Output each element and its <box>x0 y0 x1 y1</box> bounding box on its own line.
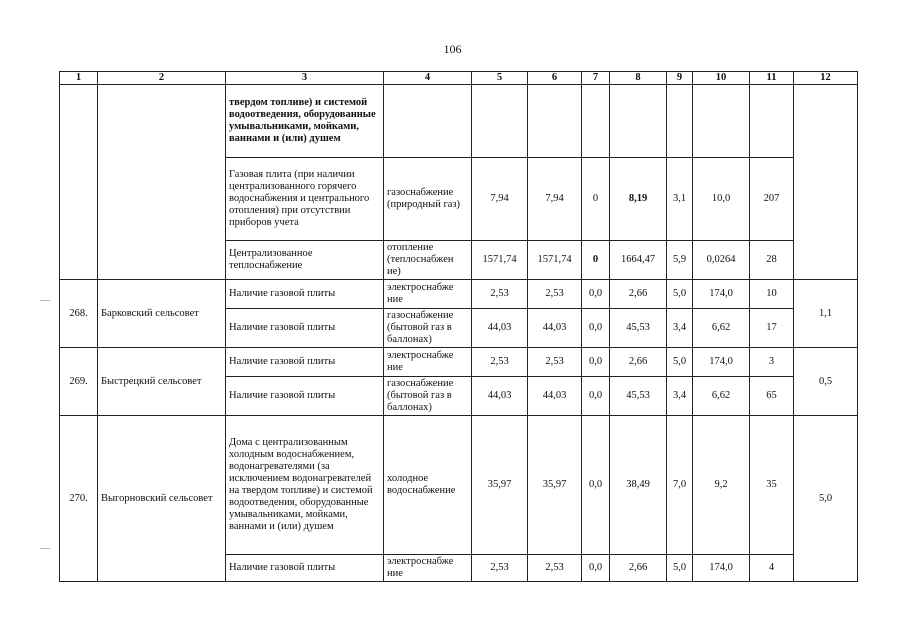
cell-c7: 0,0 <box>582 280 610 309</box>
col-header-4: 4 <box>384 72 472 85</box>
table-row <box>60 85 858 158</box>
cell-c7 <box>582 85 610 158</box>
col-header-10: 10 <box>693 72 750 85</box>
cell-c9 <box>667 85 693 158</box>
cell-c8: 8,19 <box>610 158 667 241</box>
cell-c6: 2,53 <box>528 280 582 309</box>
cell-service <box>384 85 472 158</box>
cell-description: Наличие газовой плиты <box>226 377 384 416</box>
cell-c10: 174,0 <box>693 280 750 309</box>
cell-c5: 2,53 <box>472 555 528 582</box>
cell-c8 <box>610 85 667 158</box>
cell-service: газоснабжение (природный газ) <box>384 158 472 241</box>
cell-service: электроснабже ние <box>384 348 472 377</box>
col-header-5: 5 <box>472 72 528 85</box>
cell-description: Наличие газовой плиты <box>226 555 384 582</box>
tariff-table <box>59 71 858 582</box>
col-header-12: 12 <box>794 72 858 85</box>
cell-service: электроснабже ние <box>384 555 472 582</box>
cell-c10: 9,2 <box>693 416 750 555</box>
cell-c9: 5,0 <box>667 348 693 377</box>
cell-c10: 0,0264 <box>693 241 750 280</box>
table-row <box>60 416 858 555</box>
cell-c6 <box>528 85 582 158</box>
cell-c5: 44,03 <box>472 377 528 416</box>
cell-c6: 7,94 <box>528 158 582 241</box>
cell-description: Централизованное теплоснабжение <box>226 241 384 280</box>
cell-c5: 35,97 <box>472 416 528 555</box>
cell-c11: 17 <box>750 309 794 348</box>
cell-c9: 7,0 <box>667 416 693 555</box>
cell-c6: 2,53 <box>528 348 582 377</box>
cell-c10: 6,62 <box>693 309 750 348</box>
cell-c6: 2,53 <box>528 555 582 582</box>
cell-num: 269. <box>60 348 98 416</box>
cell-description: Наличие газовой плиты <box>226 280 384 309</box>
table-row <box>60 280 858 309</box>
cell-c7: 0,0 <box>582 309 610 348</box>
cell-c10 <box>693 85 750 158</box>
cell-c12: 5,0 <box>794 416 858 582</box>
cell-c9: 3,1 <box>667 158 693 241</box>
scan-mark <box>40 300 50 301</box>
cell-c5: 2,53 <box>472 280 528 309</box>
cell-c8: 2,66 <box>610 280 667 309</box>
cell-c9: 3,4 <box>667 309 693 348</box>
cell-c12: 0,5 <box>794 348 858 416</box>
cell-c9: 3,4 <box>667 377 693 416</box>
cell-settlement: Барковский сельсовет <box>98 280 226 348</box>
cell-c11: 65 <box>750 377 794 416</box>
col-header-2: 2 <box>98 72 226 85</box>
cell-c5: 7,94 <box>472 158 528 241</box>
cell-settlement: Выгорновский сельсовет <box>98 416 226 582</box>
col-header-11: 11 <box>750 72 794 85</box>
cell-c11: 3 <box>750 348 794 377</box>
cell-settlement: Быстрецкий сельсовет <box>98 348 226 416</box>
cell-c5: 2,53 <box>472 348 528 377</box>
col-header-1: 1 <box>60 72 98 85</box>
cell-c8: 45,53 <box>610 309 667 348</box>
cell-service: отопление (теплоснабжен ие) <box>384 241 472 280</box>
cell-c9: 5,0 <box>667 280 693 309</box>
cell-num: 268. <box>60 280 98 348</box>
cell-c11: 28 <box>750 241 794 280</box>
cell-c7: 0,0 <box>582 377 610 416</box>
cell-c7: 0 <box>582 241 610 280</box>
cell-c12: 1,1 <box>794 280 858 348</box>
cell-c10: 174,0 <box>693 555 750 582</box>
cell-c8: 2,66 <box>610 555 667 582</box>
cell-c7: 0,0 <box>582 555 610 582</box>
cell-c6: 44,03 <box>528 377 582 416</box>
cell-c5: 1571,74 <box>472 241 528 280</box>
cell-c8: 2,66 <box>610 348 667 377</box>
col-header-8: 8 <box>610 72 667 85</box>
cell-description: Наличие газовой плиты <box>226 309 384 348</box>
col-header-7: 7 <box>582 72 610 85</box>
cell-num: 270. <box>60 416 98 582</box>
cell-c11: 207 <box>750 158 794 241</box>
table-row <box>60 348 858 377</box>
cell-c6: 35,97 <box>528 416 582 555</box>
cell-description: Газовая плита (при наличии централизованного горячего водоснабжения и центрального отопления) при отсутствии приборов учета <box>226 158 384 241</box>
cell-c6: 1571,74 <box>528 241 582 280</box>
cell-c5: 44,03 <box>472 309 528 348</box>
cell-c7: 0,0 <box>582 348 610 377</box>
cell-service: холодное водоснабжение <box>384 416 472 555</box>
col-header-6: 6 <box>528 72 582 85</box>
cell-description: твердом топливе) и системой водоотведения, оборудованные умывальниками, мойками, ваннами и (или) душем <box>226 85 384 158</box>
col-header-9: 9 <box>667 72 693 85</box>
cell-c6: 44,03 <box>528 309 582 348</box>
header-row <box>60 72 858 85</box>
cell-c12 <box>794 85 858 280</box>
cell-num <box>60 85 98 280</box>
cell-service: газоснабжение (бытовой газ в баллонах) <box>384 377 472 416</box>
cell-service: электроснабже ние <box>384 280 472 309</box>
cell-c9: 5,9 <box>667 241 693 280</box>
cell-c8: 1664,47 <box>610 241 667 280</box>
cell-c8: 45,53 <box>610 377 667 416</box>
cell-description: Дома с централизованным холодным водоснабжением, водонагревателями (за исключением водонагревателей на твердом топливе) и системой водоотведения, оборудованные умывальниками, мойками, ваннами и (или) душем <box>226 416 384 555</box>
col-header-3: 3 <box>226 72 384 85</box>
cell-c9: 5,0 <box>667 555 693 582</box>
cell-c7: 0,0 <box>582 416 610 555</box>
page-number: 106 <box>443 42 462 56</box>
cell-description: Наличие газовой плиты <box>226 348 384 377</box>
cell-c11: 4 <box>750 555 794 582</box>
scan-mark <box>40 548 50 549</box>
cell-c7: 0 <box>582 158 610 241</box>
cell-settlement <box>98 85 226 280</box>
cell-c5 <box>472 85 528 158</box>
cell-c8: 38,49 <box>610 416 667 555</box>
cell-c11: 35 <box>750 416 794 555</box>
cell-c10: 6,62 <box>693 377 750 416</box>
cell-c10: 174,0 <box>693 348 750 377</box>
cell-c10: 10,0 <box>693 158 750 241</box>
cell-c11: 10 <box>750 280 794 309</box>
cell-service: газоснабжение (бытовой газ в баллонах) <box>384 309 472 348</box>
cell-c11 <box>750 85 794 158</box>
